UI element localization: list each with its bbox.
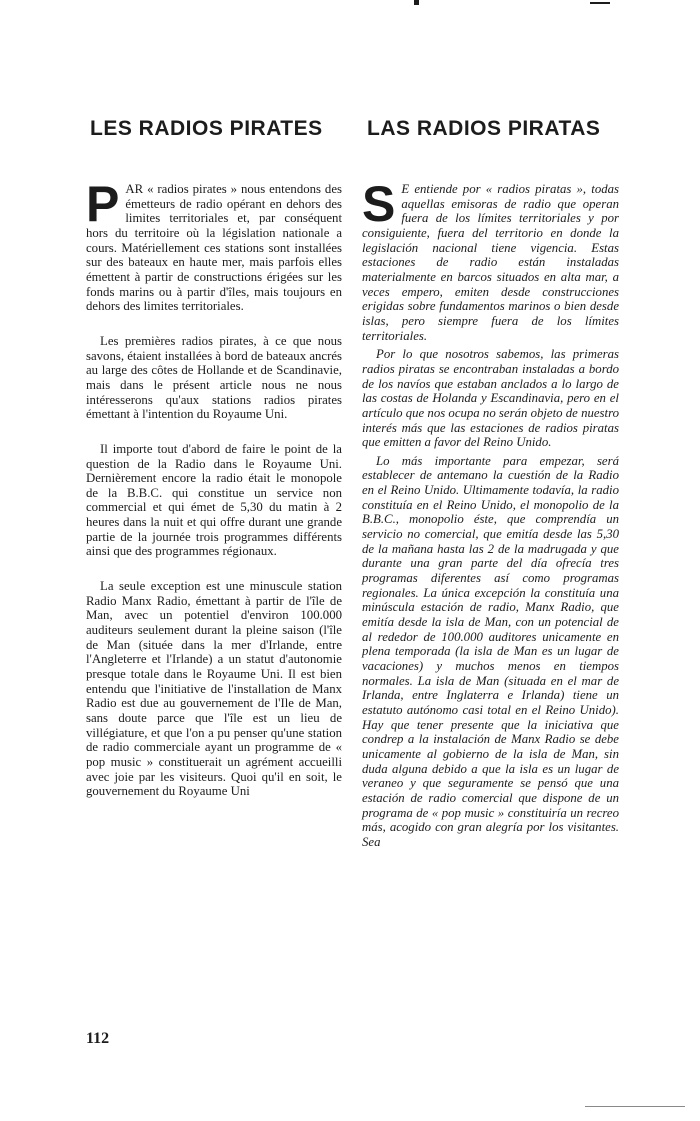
paragraph bbox=[86, 176, 342, 314]
paragraph bbox=[362, 176, 619, 343]
column-french bbox=[86, 176, 342, 799]
paragraph: La seule exception est une minuscule station Radio Manx Radio, émettant à partir de l'île de Man, avec un potentiel d'environ 100.000 auditeurs seulement durant la pleine saison (l'île de Man (située dans la mer d'Irlande, entre l'Angleterre et l'Irlande) a un statut d'autonomie presque totale dans le Royaume Uni. Il est bien entendu que l'initiative de l'installation de Manx Radio est due au gouvernement de l'Ile de Man, sans doute parce que l'île est un lieu de villégiature, et que l'on a pu penser qu'une station de radio commerciale ayant un programme de « pop music » constituerait un agrément accueilli avec joie par les visiteurs. Quoi qu'il en soit, le gouvernement du Royaume Uni bbox=[86, 579, 342, 799]
paragraph: Por lo que nosotros sabemos, las primeras radios piratas se encontraban instaladas a bordo de los navíos que estaban anclados a lo largo de las costas de Holanda y Escandinavia, pero en el artículo que nos ocupa no serán objeto de nuestro interés más que las estaciones de radios piratas que emitten a favor del Reino Unido. bbox=[362, 347, 619, 450]
scan-rule bbox=[590, 2, 610, 4]
column-spanish bbox=[362, 176, 619, 850]
paragraph: Lo más importante para empezar, será establecer de antemano la cuestión de la Radio en el Reino Unido. Ultimamente todavía, la radio constituía en el Reino Unido, el monopolio de la B.B.C., monopolio éste, que comprendía un servicio no comercial, que emitía desde las 5,30 de la mañana hasta las 2 de la madrugada y que durante una gran parte del día ofrecía tres programas diferentes así como programas regionales. La única excepción la constituía una minúscula estación de radio, Manx Radio, que emitía desde la isla de Man, con un potencial de al rededor de 100.000 auditores unicamente en plena temporada (la isla de Man es un lugar de vacaciones) y muchos menos en tiempos normales. La isla de Man (situada en el mar de Irlanda, entre Inglaterra e Irlanda) tiene un estatuto autónomo casi total en el Reino Unido). Hay que tener presente que la iniciativa que condrep a la instalación de Manx Radio se debe unicamente al gobierno de la isla de Man, sin duda alguna debido a que la isla es un lugar de veraneo y que seguramente se pensó que una estación de radio comercial que dispone de un programa de « pop music » constituiría un recreo más, acogido con gran alegría por los visitantes. Sea bbox=[362, 453, 619, 849]
drop-cap: P bbox=[86, 176, 120, 232]
scan-mark bbox=[414, 0, 419, 5]
footer-rule bbox=[585, 1106, 685, 1107]
drop-cap: S bbox=[362, 176, 396, 232]
title-spanish: LAS RADIOS PIRATAS bbox=[367, 117, 601, 141]
paragraph-text: E entiende por « radios piratas », todas aquellas emisoras de radio que operan fuera de los límites territoriales y por consiguiente, fuera del territorio en donde la legislación nacional tiene vigencia. Estas estaciones de radio están instaladas materialmente en barcos situados en alta mar, a veces empero, emiten desde construcciones erigidas sobre fundamentos marinos o bien desde islas, pero siempre fuera de los límites territoriales. bbox=[362, 182, 619, 343]
page-number: 112 bbox=[86, 1030, 110, 1047]
paragraph: Les premières radios pirates, à ce que nous savons, étaient installées à bord de bateaux ancrés au large des côtes de Hollande et de Scandinavie, mais dans le présent article nous ne nous intéresserons qu'aux stations radios pirates émettant à l'intention du Royaume Uni. bbox=[86, 333, 342, 422]
paragraph: Il importe tout d'abord de faire le point de la question de la Radio dans le Royaume Uni. Dernièrement encore la radio était le monopole de la B.B.C. qui constitue un service non commercial et qui émet de 5,30 du matin à 2 heures dans la nuit et qui offre durant une grande partie de la journée trois programmes différents ainsi que des programmes régionaux. bbox=[86, 441, 342, 559]
title-french: LES RADIOS PIRATES bbox=[90, 117, 323, 141]
paragraph-text: AR « radios pirates » nous entendons des émetteurs de radio opérant en dehors des limites territoriales et, par conséquent hors du territoire où la législation nationale a cours. Matériellement ces stations sont installées sur des bateaux en haute mer, mais parfois elles émettent à partir de constructions érigées sur les fonds marins ou à partir d'îles, mais toujours en dehors des limites territoriales. bbox=[86, 182, 342, 314]
